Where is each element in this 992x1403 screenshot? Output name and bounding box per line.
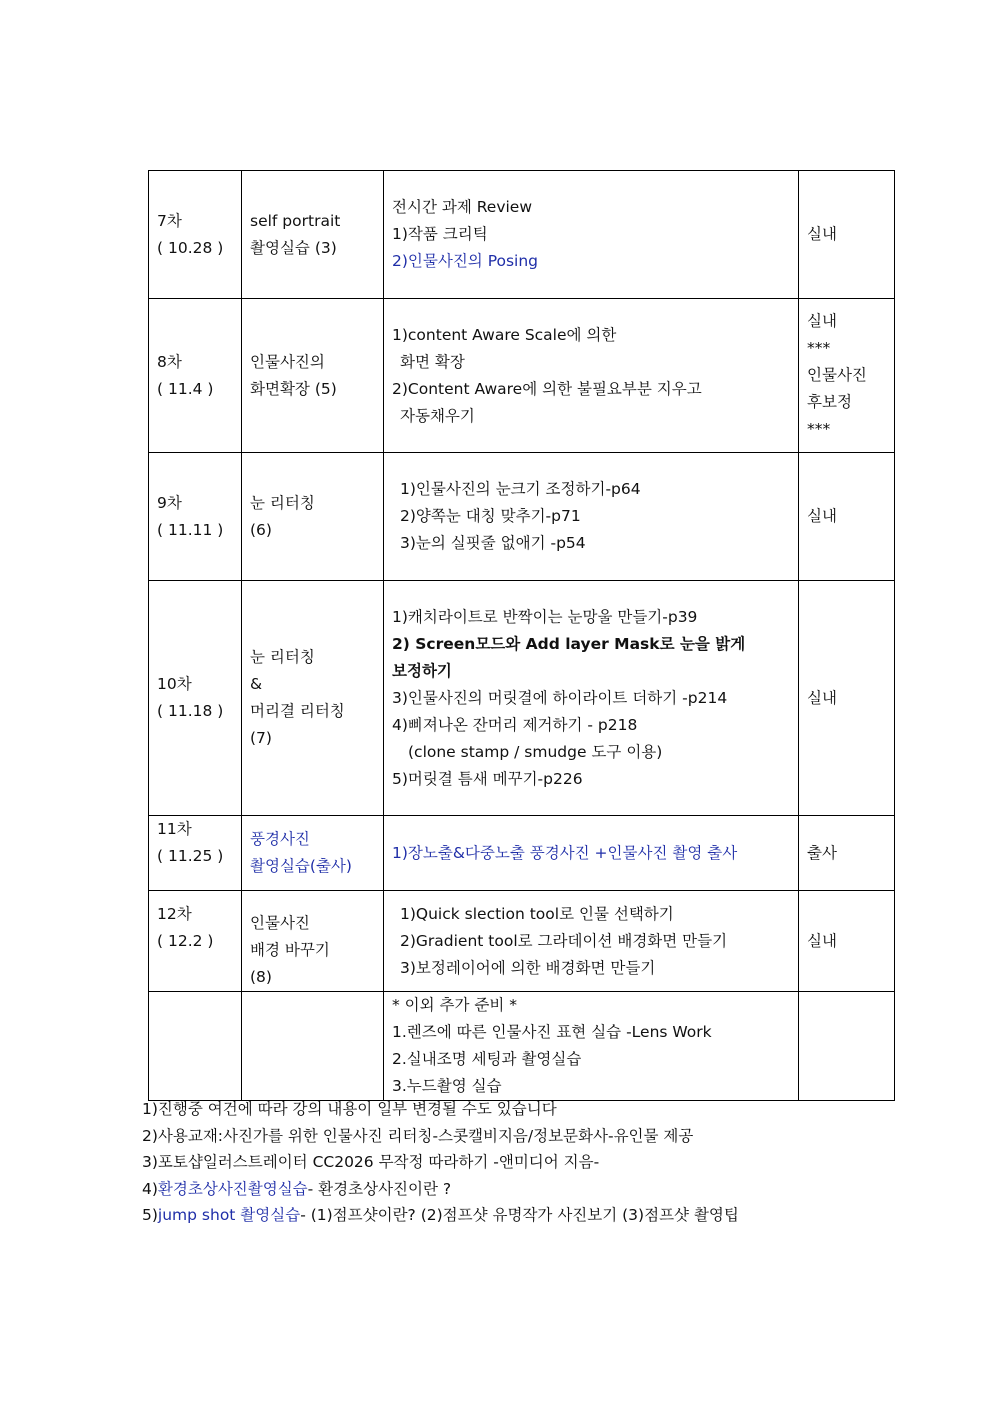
note-4: 4)환경초상사진촬영실습- 환경초상사진이란 ? (142, 1179, 452, 1198)
session-cell: 12차 ( 12.2 ) (149, 891, 242, 992)
place-cell: 출사 (799, 816, 895, 891)
place-cell (799, 992, 895, 1101)
session-cell: 9차 ( 11.11 ) (149, 453, 242, 581)
content-cell: * 이외 추가 준비 * 1.렌즈에 따른 인물사진 표현 실습 -Lens Work 2.실내조명 세팅과 촬영실습 3.누드촬영 실습 (384, 992, 799, 1101)
topic-cell: 인물사진 배경 바꾸기 (8) (242, 891, 384, 992)
note-1: 1)진행중 여건에 따라 강의 내용이 일부 변경될 수도 있습니다 (142, 1100, 557, 1118)
note-5-link: jump shot 촬영실습 (157, 1206, 301, 1224)
topic-cell: self portrait 촬영실습 (3) (242, 171, 384, 299)
topic-cell: 풍경사진 촬영실습(출사) (242, 816, 384, 891)
table-row (149, 299, 895, 453)
note-5: 5)jump shot 촬영실습- (1)점프샷이란? (2)점프샷 유명작가 사진보기 (3)점프샷 촬영팁 (142, 1206, 739, 1224)
note-3: 3)포토샵일러스트레이터 CC2026 무작정 따라하기 -앤미디어 지음- (142, 1153, 600, 1171)
place-cell: 실내 (799, 581, 895, 816)
table-row (149, 816, 895, 891)
table-row (149, 992, 895, 1101)
session-cell: 7차 ( 10.28 ) (149, 171, 242, 299)
table-row (149, 453, 895, 581)
table-row (149, 891, 895, 992)
content-cell: 1)Quick slection tool로 인물 선택하기 2)Gradient tool로 그라데이션 배경화면 만들기 3)보정레이어에 의한 배경화면 만들기 (384, 891, 799, 992)
note-2: 2)사용교재:사진가를 위한 인물사진 리터칭-스콧캘비지음/정보문화사-유인물 제공 (142, 1126, 694, 1145)
content-cell: 1)인물사진의 눈크기 조정하기-p64 2)양쪽눈 대칭 맞추기-p71 3)눈의 실핏줄 없애기 -p54 (384, 453, 799, 581)
content-cell: 1)캐치라이트로 반짝이는 눈망울 만들기-p39 2) Screen모드와 Add layer Mask로 눈을 밝게 보정하기 3)인물사진의 머릿결에 하이라이트 더하기 -p214 4)삐져나온 잔머리 제거하기 - p218 (clone stamp / smudge 도구 이용) 5)머릿결 틈새 메꾸기-p226 (384, 581, 799, 816)
topic-cell: 눈 리터칭 & 머리결 리터칭 (7) (242, 581, 384, 816)
note-4-link: 환경초상사진촬영실습 (157, 1179, 308, 1198)
place-cell: 실내 *** 인물사진 후보정 *** (799, 299, 895, 453)
content-cell: 1)장노출&다중노출 풍경사진 +인물사진 촬영 출사 (384, 816, 799, 891)
session-cell: 11차 ( 11.25 ) (149, 816, 242, 891)
content-cell: 전시간 과제 Review 1)작품 크리틱 2)인물사진의 Posing (384, 171, 799, 299)
notes-section (142, 1096, 739, 1229)
place-cell: 실내 (799, 453, 895, 581)
session-cell: 10차 ( 11.18 ) (149, 581, 242, 816)
topic-cell: 눈 리터칭 (6) (242, 453, 384, 581)
session-cell (149, 992, 242, 1101)
topic-cell (242, 992, 384, 1101)
place-cell: 실내 (799, 891, 895, 992)
schedule-table (148, 170, 895, 1101)
session-cell: 8차 ( 11.4 ) (149, 299, 242, 453)
topic-cell: 인물사진의 화면확장 (5) (242, 299, 384, 453)
place-cell: 실내 (799, 171, 895, 299)
table-row (149, 171, 895, 299)
content-cell: 1)content Aware Scale에 의한 화면 확장 2)Content Aware에 의한 불필요부분 지우고 자동채우기 (384, 299, 799, 453)
table-row (149, 581, 895, 816)
